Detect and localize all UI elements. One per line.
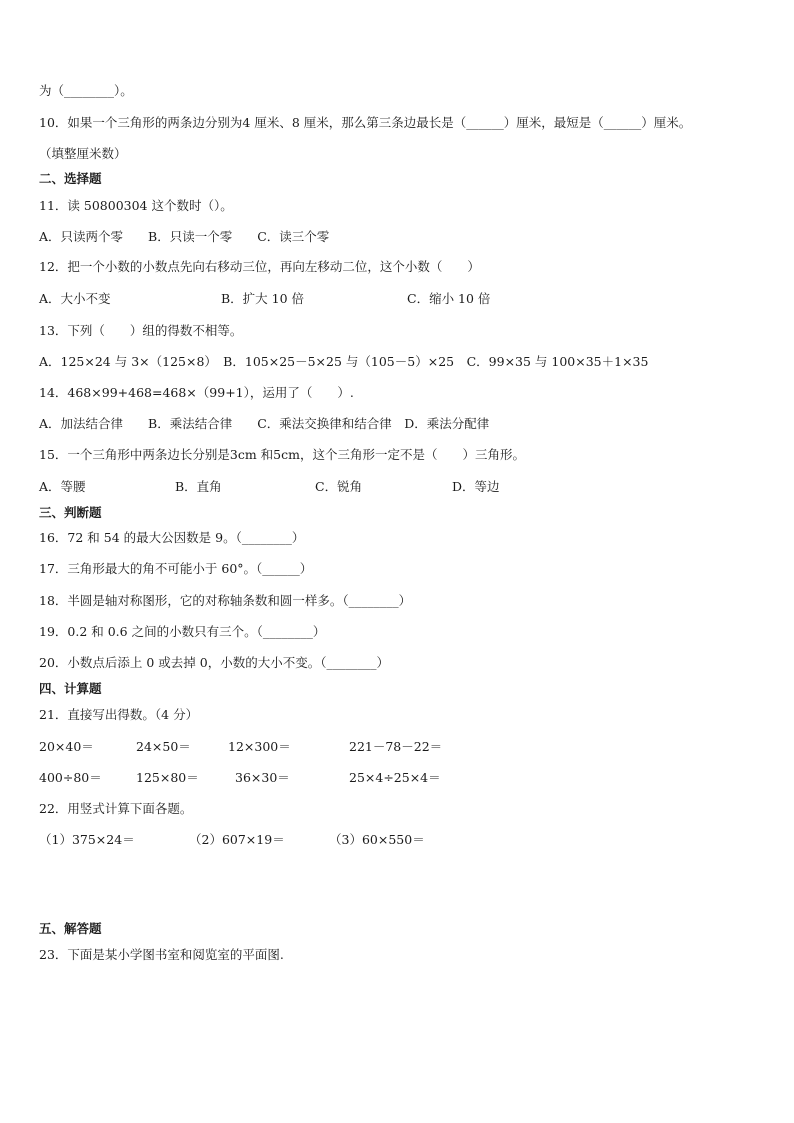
q12-option-b: B．扩大 10 倍 <box>221 291 305 306</box>
q11-options: A．只读两个零 B．只读一个零 C．读三个零 <box>39 229 330 244</box>
q20-text: 20．小数点后添上 0 或去掉 0，小数的大小不变。（________） <box>39 655 389 670</box>
q23-text: 23．下面是某小学图书室和阅览室的平面图. <box>39 947 284 962</box>
q21-item: 36×30＝ <box>235 770 290 785</box>
q22-item: （3）60×550＝ <box>329 832 425 847</box>
q15-option-a: A．等腰 <box>39 479 86 494</box>
q15-option-b: B．直角 <box>175 479 222 494</box>
q21-item: 20×40＝ <box>39 739 94 754</box>
q19-text: 19．0.2 和 0.6 之间的小数只有三个。（________） <box>39 624 326 639</box>
q9-tail: 为（________）。 <box>39 83 133 98</box>
q12-option-c: C．缩小 10 倍 <box>407 291 491 306</box>
q14-text: 14．468×99+468=468×（99+1），运用了（ ）. <box>39 385 354 400</box>
q16-text: 16．72 和 54 的最大公因数是 9。（________） <box>39 530 305 545</box>
q21-item: 221－78－22＝ <box>349 739 443 754</box>
section-choice-heading: 二、选择题 <box>39 171 102 186</box>
q11-text: 11．读 50800304 这个数时（）。 <box>39 198 233 213</box>
section-calc-heading: 四、计算题 <box>39 681 102 696</box>
q10-text: 10．如果一个三角形的两条边分别为4 厘米、8 厘米，那么第三条边最长是（______）厘米，最短是（______）厘米。 <box>39 115 692 130</box>
q12-option-a: A．大小不变 <box>39 291 111 306</box>
q17-text: 17．三角形最大的角不可能小于 60°。（______） <box>39 561 313 576</box>
q12-text: 12．把一个小数的小数点先向右移动三位，再向左移动二位，这个小数（ ） <box>39 259 480 274</box>
q21-item: 400÷80＝ <box>39 770 102 785</box>
q21-item: 12×300＝ <box>228 739 291 754</box>
q18-text: 18．半圆是轴对称图形，它的对称轴条数和圆一样多。（________） <box>39 593 412 608</box>
q22-item: （2）607×19＝ <box>189 832 285 847</box>
section-answer-heading: 五、解答题 <box>39 921 102 936</box>
q14-options: A．加法结合律 B．乘法结合律 C．乘法交换律和结合律 D．乘法分配律 <box>39 416 490 431</box>
q21-item: 25×4÷25×4＝ <box>349 770 441 785</box>
q15-option-c: C．锐角 <box>315 479 363 494</box>
q15-option-d: D．等边 <box>452 479 500 494</box>
section-judge-heading: 三、判断题 <box>39 505 102 520</box>
q21-item: 24×50＝ <box>136 739 191 754</box>
q10-note: （填整厘米数） <box>39 146 127 161</box>
q21-item: 125×80＝ <box>136 770 199 785</box>
q13-text: 13．下列（ ）组的得数不相等。 <box>39 323 243 338</box>
q21-text: 21．直接写出得数。（4 分） <box>39 707 199 722</box>
q13-options: A．125×24 与 3×（125×8） B．105×25－5×25 与（105－5）×25 C．99×35 与 100×35＋1×35 <box>39 354 649 369</box>
q22-text: 22．用竖式计算下面各题。 <box>39 801 193 816</box>
q22-item: （1）375×24＝ <box>39 832 135 847</box>
q15-text: 15．一个三角形中两条边长分别是3cm 和5cm，这个三角形一定不是（ ）三角形。 <box>39 447 525 462</box>
